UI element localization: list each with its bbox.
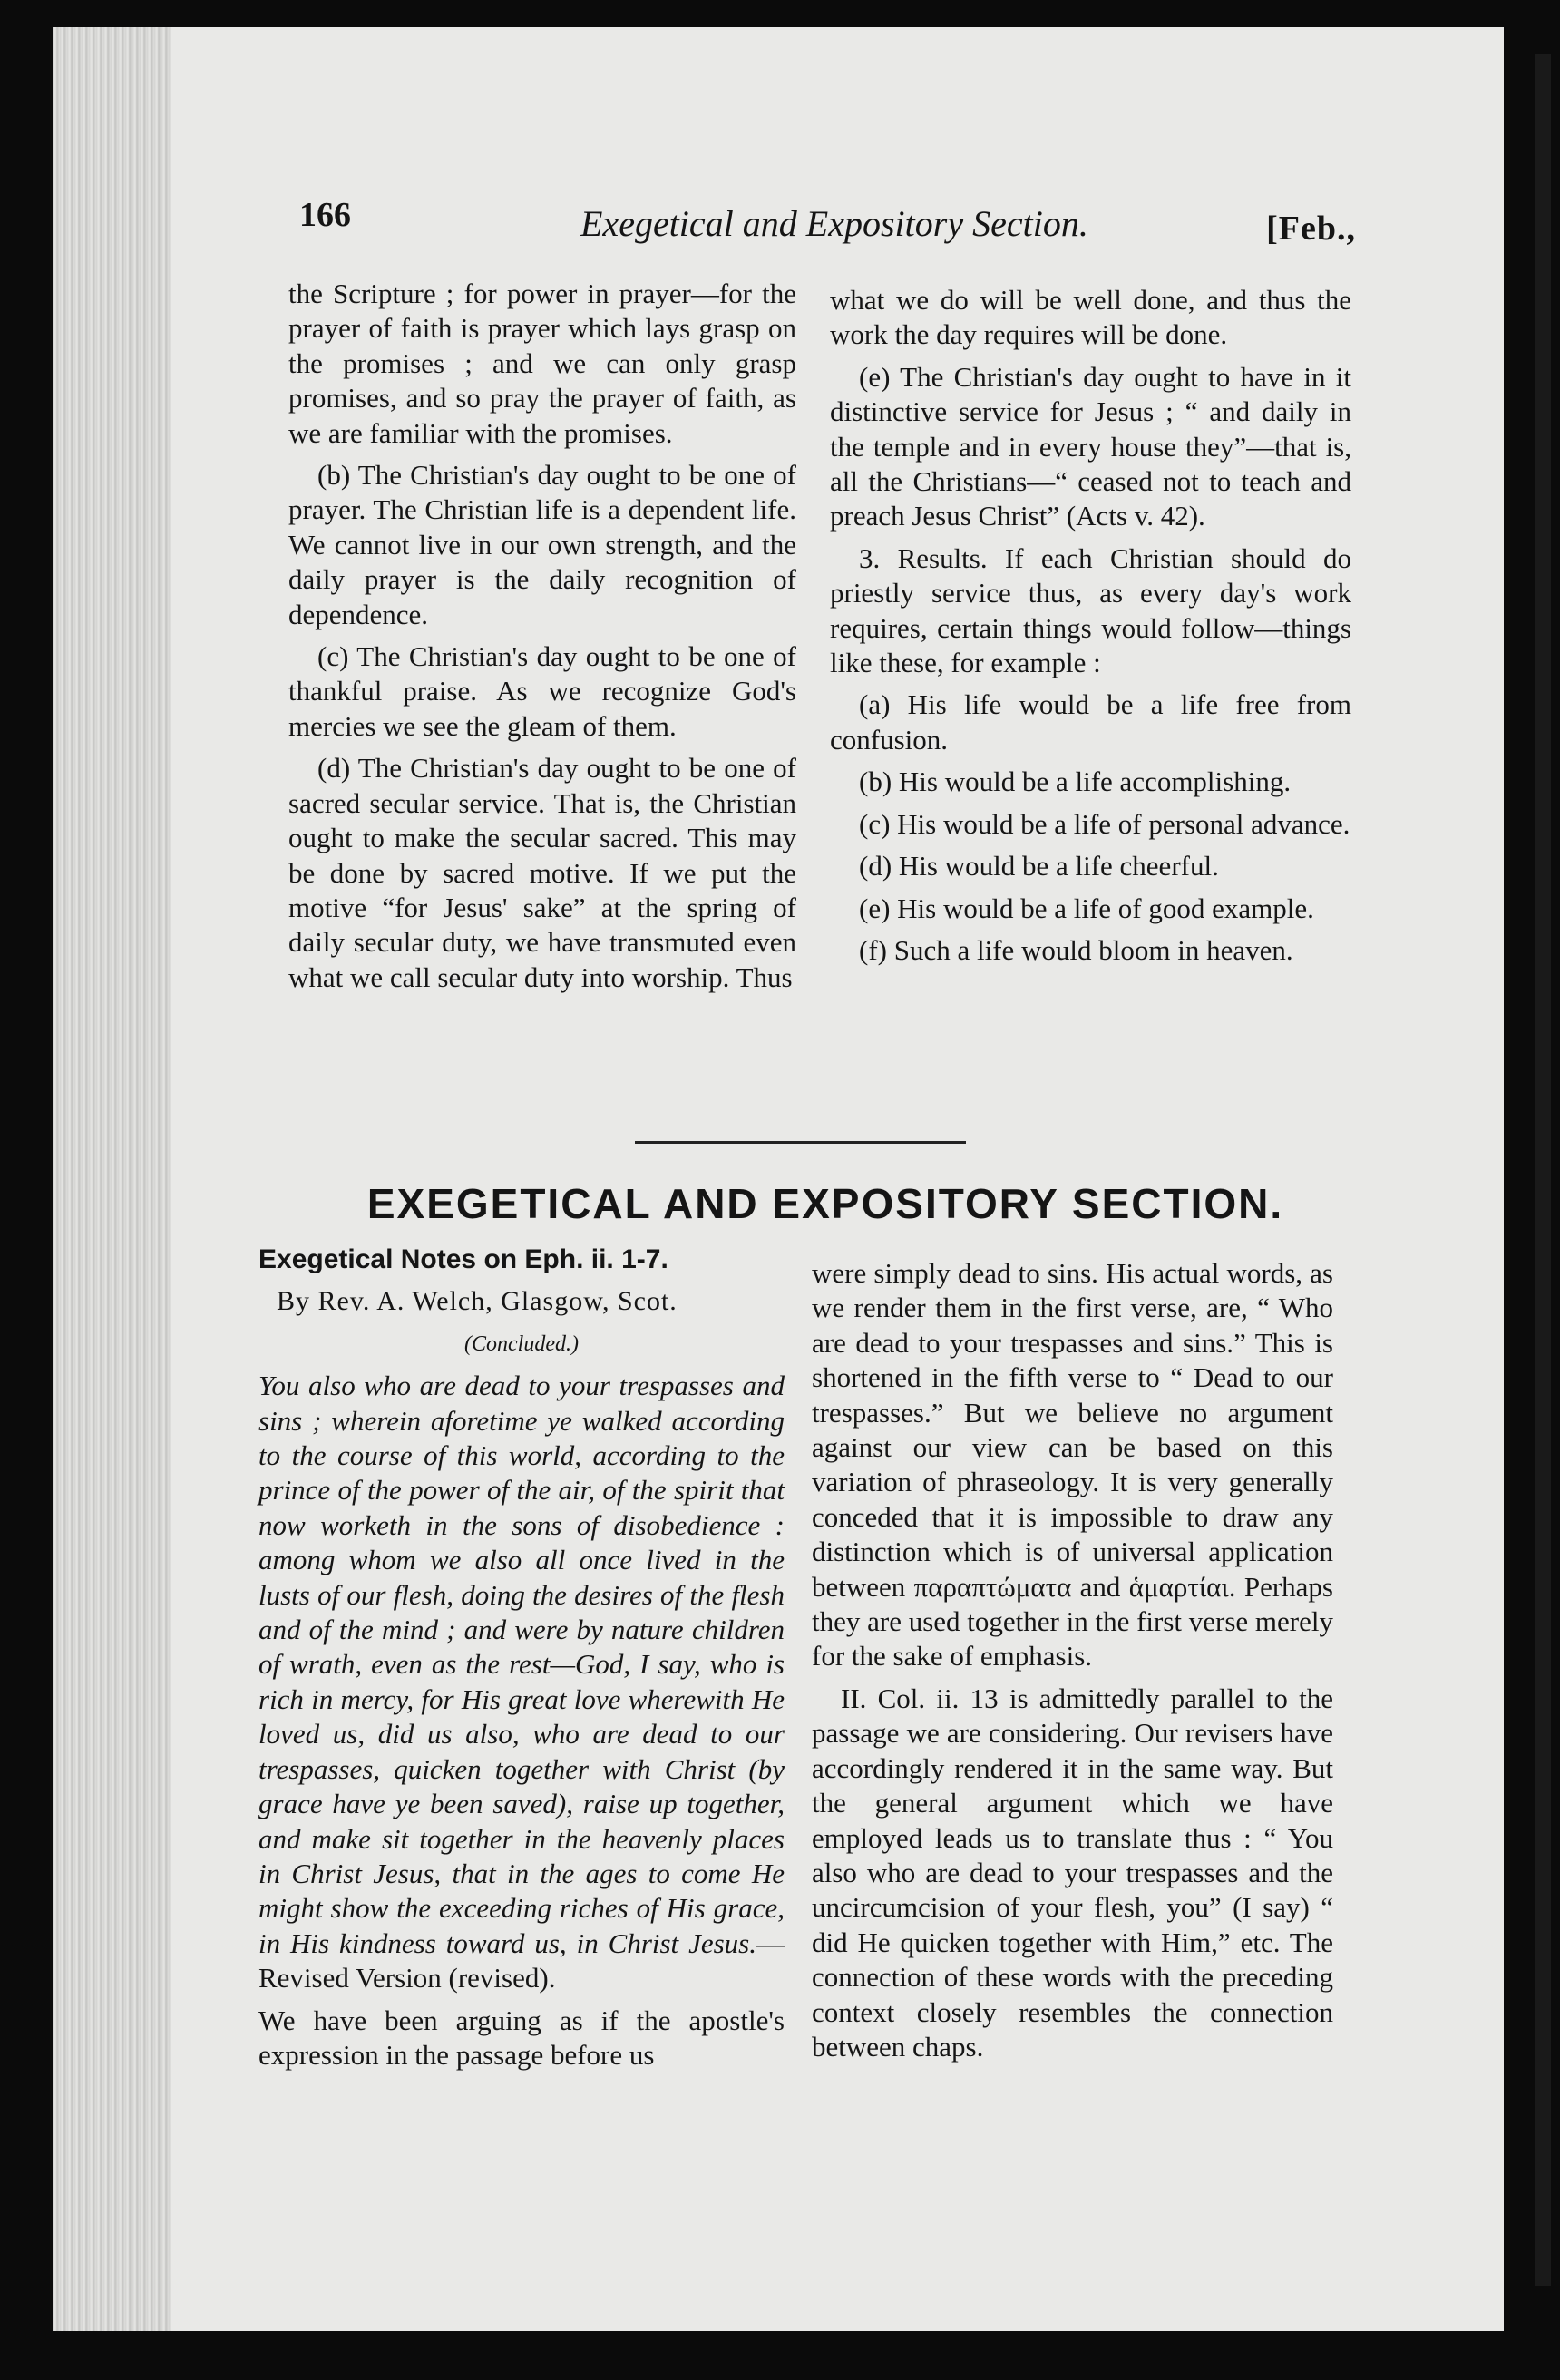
- page-number: 166: [299, 196, 351, 234]
- running-month: [Feb.,: [1266, 210, 1356, 248]
- paragraph: (c) The Christian's day ought to be one of thankful praise. As we recognize God's mercies we see the gleam of them.: [288, 640, 796, 742]
- next-page-edge: [1535, 54, 1551, 2286]
- list-item: (a) His life would be a life free from confusion.: [830, 688, 1351, 756]
- paragraph: II. Col. ii. 13 is admittedly parallel to the passage we are considering. Our revisers have accordingly rendered it in the same way. But the general argument which we have employed leads us to translate thus : “ You also who are dead to your trespasses and the uncircumcision of your flesh, you” (I say) “ did He quicken together with Him,” etc. The connection of these words with the preceding context closely resembles the connection between chaps.: [812, 1682, 1333, 2063]
- bottom-right-column: [812, 1256, 1333, 2072]
- scripture-source: —Revised Version (revised).: [258, 1926, 785, 1995]
- article-heading: Exegetical Notes on Eph. ii. 1-7.: [258, 1244, 668, 1274]
- list-item: (c) His would be a life of personal advance.: [859, 807, 1350, 840]
- list-item: (b) His would be a life accomplishing.: [859, 766, 1292, 798]
- running-header: [299, 186, 1356, 249]
- section-title: EXEGETICAL AND EXPOSITORY SECTION.: [366, 1180, 1284, 1227]
- article-byline: By Rev. A. Welch, Glasgow, Scot.: [277, 1286, 678, 1317]
- page-edge-shading: [53, 27, 171, 2331]
- top-right-column: [830, 283, 1351, 975]
- section-divider: [635, 1141, 966, 1144]
- concluded-note: (Concluded.): [464, 1331, 579, 1356]
- paragraph: the Scripture ; for power in prayer—for the prayer of faith is prayer which lays grasp on the promises ; and we can only grasp promises, and so pray the prayer of faith, as we are familiar with the promises.: [288, 278, 796, 449]
- paragraph: We have been arguing as if the apostle's expression in the passage before us: [258, 2004, 785, 2071]
- list-item: (e) His would be a life of good example.: [859, 892, 1314, 924]
- paragraph: what we do will be well done, and thus the work the day requires will be done.: [830, 284, 1351, 351]
- paragraph: (d) The Christian's day ought to be one of sacred secular service. That is, the Christian ought to make the secular sacred. This may be done by sacred motive. If we put the motive “for Jesus' sake” at the spring of daily secular duty, we have transmuted even what we call secular duty into worship. Thus: [288, 752, 796, 993]
- top-left-column: [288, 277, 796, 1002]
- bottom-left-column: [258, 1243, 785, 2080]
- paragraph: (e) The Christian's day ought to have in it distinctive service for Jesus ; “ and daily in the temple and in every house they”—that is, all the Christians—“ ceased not to teach and preach Jesus Christ” (Acts v. 42).: [830, 360, 1351, 532]
- paragraph: were simply dead to sins. His actual words, as we render them in the first verse, are, “ Who are dead to your trespasses and sins.” This is shortened in the fifth verse to “ Dead to our trespasses.” But we believe no argument against our view can be based on this variation of phraseology. It is very generally conceded that it is impossible to draw any distinction which is of universal application between παραπτώματα and ἁμαρτίαι. Perhaps they are used together in the first verse merely for the sake of emphasis.: [812, 1257, 1333, 1673]
- list-item: (d) His would be a life cheerful.: [859, 850, 1219, 883]
- paragraph: (b) The Christian's day ought to be one of prayer. The Christian life is a dependent life. We cannot live in our own strength, and the daily prayer is the daily recognition of dependence.: [288, 459, 796, 630]
- scripture-quote: [258, 1369, 785, 1995]
- running-title: Exegetical and Expository Section.: [580, 203, 1088, 244]
- scripture-text: You also who are dead to your trespasses and sins ; wherein aforetime ye walked according to the course of this world, according to the prince of the power of the air, of the spirit that now worketh in the sons of disobedience : among whom we also all once lived in the lusts of our flesh, doing the desires of the flesh and of the mind ; and were by nature children of wrath, even as the rest—God, I say, who is rich in mercy, for His great love wherewith He loved us, did us also, who are dead to our trespasses, quicken together with Christ (by grace have ye been saved), raise up together, and make sit together in the heavenly places in Christ Jesus, that in the ages to come He might show the exceeding riches of His grace, in His kindness toward us, in Christ Jesus.: [258, 1370, 785, 1959]
- paragraph: 3. Results. If each Christian should do priestly service thus, as every day's work requires, certain things would follow—things like these, for example :: [830, 541, 1351, 679]
- list-item: (f) Such a life would bloom in heaven.: [859, 933, 1293, 966]
